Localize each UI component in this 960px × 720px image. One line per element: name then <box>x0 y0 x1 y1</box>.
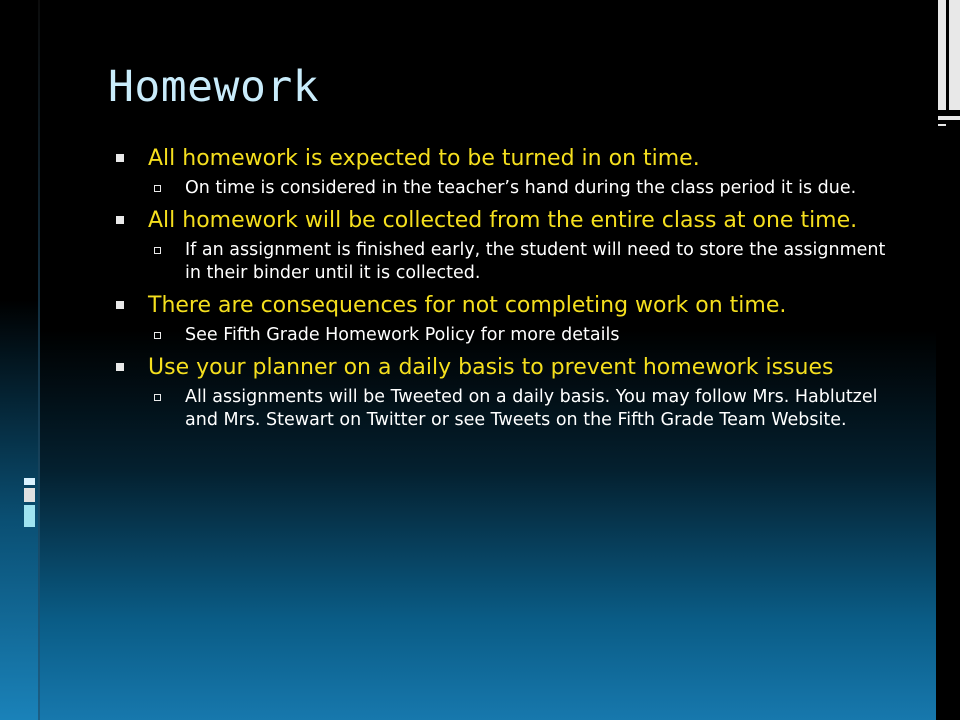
sub-bullet-item <box>112 324 902 347</box>
hollow-square-bullet-icon <box>154 185 161 192</box>
bullet-text: All homework will be collected from the entire class at one time. <box>148 208 858 233</box>
left-divider-line <box>38 0 40 720</box>
square-bullet-icon <box>116 154 124 162</box>
bullet-item <box>112 145 902 172</box>
sub-bullet-text: If an assignment is finished early, the student will need to store the assignment in their binder until it is collected. <box>185 240 886 283</box>
square-bullet-icon <box>116 216 124 224</box>
right-decorative-frame <box>936 0 960 720</box>
slide-title: Homework <box>108 62 320 112</box>
left-accent-square <box>24 488 35 502</box>
left-accent-square <box>24 478 35 485</box>
bullet-text: There are consequences for not completing work on time. <box>148 293 787 318</box>
hollow-square-bullet-icon <box>154 394 161 401</box>
sub-bullet-text: On time is considered in the teacher’s hand during the class period it is due. <box>185 178 857 198</box>
sub-bullet-text: All assignments will be Tweeted on a daily basis. You may follow Mrs. Hablutzel and Mrs. Stewart on Twitter or see Tweets on the Fifth Grade Team Website. <box>185 387 878 430</box>
bullet-text: All homework is expected to be turned in on time. <box>148 146 700 171</box>
left-decorative-strip <box>0 0 38 720</box>
sub-bullet-item <box>112 177 902 200</box>
sub-bullet-item <box>112 386 902 432</box>
hollow-square-bullet-icon <box>154 247 161 254</box>
bullet-text: Use your planner on a daily basis to prevent homework issues <box>148 355 834 380</box>
bullet-item <box>112 207 902 234</box>
bullet-item <box>112 354 902 381</box>
hollow-square-bullet-icon <box>154 332 161 339</box>
bullet-item <box>112 292 902 319</box>
square-bullet-icon <box>116 301 124 309</box>
sub-bullet-item <box>112 239 902 285</box>
sub-bullet-text: See Fifth Grade Homework Policy for more details <box>185 325 620 345</box>
bullet-list <box>112 145 902 432</box>
left-accent-square <box>24 505 35 527</box>
square-bullet-icon <box>116 363 124 371</box>
